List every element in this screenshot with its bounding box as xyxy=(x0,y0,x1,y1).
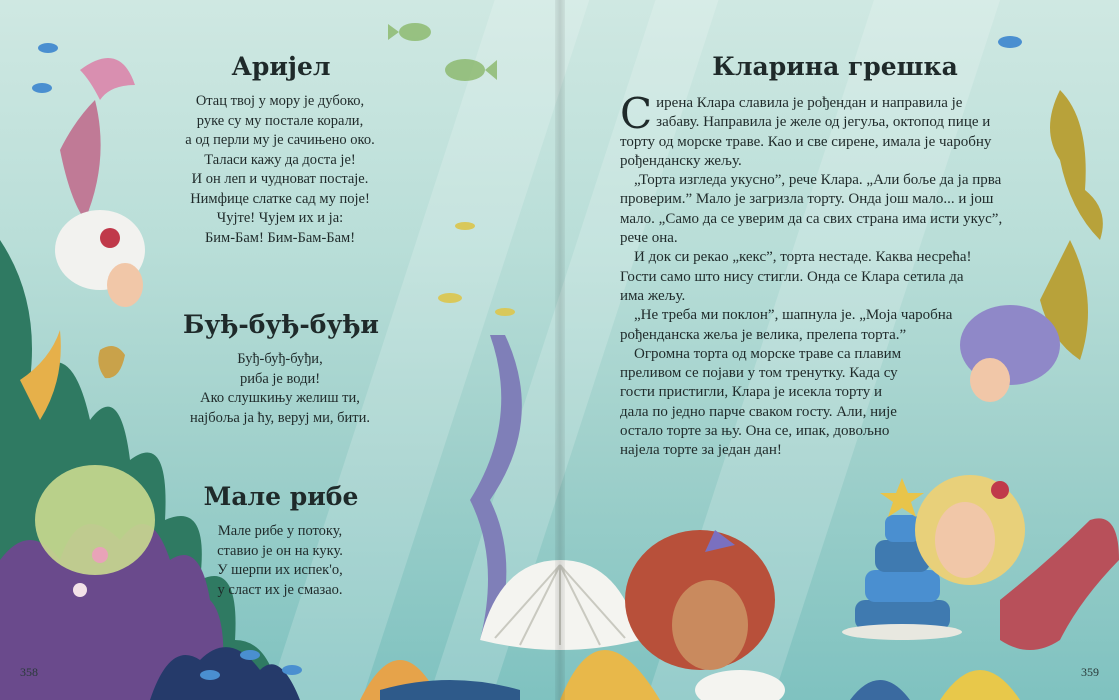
story-paragraph xyxy=(620,171,1040,248)
verse-line: риба је води! xyxy=(239,370,321,387)
mermaid-face-icon xyxy=(935,502,995,578)
drop-cap: С xyxy=(620,89,653,138)
story-line: торту од морске траве. Као и све сирене, имала је чаробну xyxy=(620,133,992,150)
story-line: гости пристигли, Клара је исекла торту и xyxy=(620,384,882,401)
verse-line: а од перли му је сачињено око. xyxy=(185,132,375,148)
story-paragraph xyxy=(620,345,1040,461)
fish-icon xyxy=(388,23,497,81)
jug-icon xyxy=(98,346,125,378)
verse-line: И он леп и чудноват постаје. xyxy=(191,171,369,187)
story-line: дала по једно парче сваком госту. Али, није xyxy=(620,403,897,420)
story-paragraph xyxy=(620,89,1040,171)
verse-line: Буђ-буђ-буђи, xyxy=(237,351,323,367)
coral-icon xyxy=(940,670,1020,700)
verse-line: руке су му постале корали, xyxy=(196,112,364,129)
story-line: има жељу. xyxy=(620,287,686,304)
story-title: Кларина грешка xyxy=(712,52,958,81)
story-body xyxy=(620,89,1040,461)
story-line: рођенданску жељу. xyxy=(620,152,742,169)
flower-icon xyxy=(100,228,120,248)
story-line: преливом се појави у том тренутку. Када су xyxy=(620,365,898,382)
verse-line: у сласт их је смазао. xyxy=(217,581,343,598)
poem-title-budj: Буђ-буђ-буђи xyxy=(183,310,379,339)
story-line: ирена Клара славила је рођендан и направила је xyxy=(656,95,963,111)
verse-line: најбоља ја ћу, веруј ми, бити. xyxy=(189,409,371,426)
flower-icon xyxy=(73,583,87,597)
verse-line: Мале рибе у потоку, xyxy=(217,523,343,539)
verse-line: Ако слушкињу желиш ти, xyxy=(200,390,360,406)
story-line: И док си рекао „кекс”, торта нестаде. Каква несрећа! xyxy=(634,249,972,266)
verse-line: Бим-Бам! Бим-Бам-Бам! xyxy=(204,229,356,246)
page-number-left: 358 xyxy=(20,665,38,679)
poem-title-male-ribe: Мале рибе xyxy=(203,482,359,511)
story-line: „Торта изгледа укусно”, рече Клара. „Али боље да ја прва xyxy=(634,172,1002,189)
verse-line: Таласи кажу да доста је! xyxy=(204,151,356,168)
poem-budj xyxy=(160,350,400,428)
verse-line: Нимфице слатке сад му поје! xyxy=(190,190,370,207)
mermaid-face-icon xyxy=(672,580,748,670)
book-gutter xyxy=(555,0,565,700)
poem-male-ribe xyxy=(160,522,400,600)
flower-icon xyxy=(991,481,1009,499)
story-line: проверим.” Мало је загризла торту. Онда још мало... и још xyxy=(620,191,994,208)
mermaid-body-icon xyxy=(60,100,101,220)
poem-arijel xyxy=(160,92,400,248)
fish-icon xyxy=(438,222,515,316)
flower-icon xyxy=(92,547,108,563)
story-line: мало. „Само да се уверим да са свих страна има исти укус”, xyxy=(620,210,1003,227)
story-line: рече она. xyxy=(620,230,678,247)
verse-line: ставио је он на куку. xyxy=(217,542,343,559)
story-paragraph xyxy=(620,306,1040,345)
coral-icon xyxy=(850,680,910,700)
verse-line: Чујте! Чујем их и ја: xyxy=(216,210,344,226)
verse-line: Отац твој у мору је дубоко, xyxy=(195,93,365,109)
page-number-right: 359 xyxy=(1081,665,1099,679)
coral-icon xyxy=(560,650,660,700)
story-line: Гости само што нису стигли. Онда се Клара сетила да xyxy=(620,268,964,285)
story-line: најела торте за један дан! xyxy=(620,442,782,459)
story-line: остало торте за њу. Она се, ипак, довољно xyxy=(620,423,890,440)
poem-title-arijel: Аријел xyxy=(231,52,331,81)
story-paragraph xyxy=(620,248,1040,306)
mermaid-gold-tail-icon xyxy=(1050,90,1103,240)
mermaid-face-icon xyxy=(107,263,143,307)
mermaid-pink-tail-icon xyxy=(80,58,135,100)
story-line: Огромна торта од морске траве са плавим xyxy=(634,345,902,362)
mermaid-top-icon xyxy=(695,670,785,700)
verse-line: У шерпи их испек'о, xyxy=(217,562,343,578)
story-line: рођенданска жеља је велика, прелепа торта.” xyxy=(620,326,907,343)
story-line: „Не треба ми поклон”, шапнула је. „Моја чаробна xyxy=(634,307,953,324)
story-line: забаву. Направила је желе од јегуља, октопод пице и xyxy=(656,114,991,131)
